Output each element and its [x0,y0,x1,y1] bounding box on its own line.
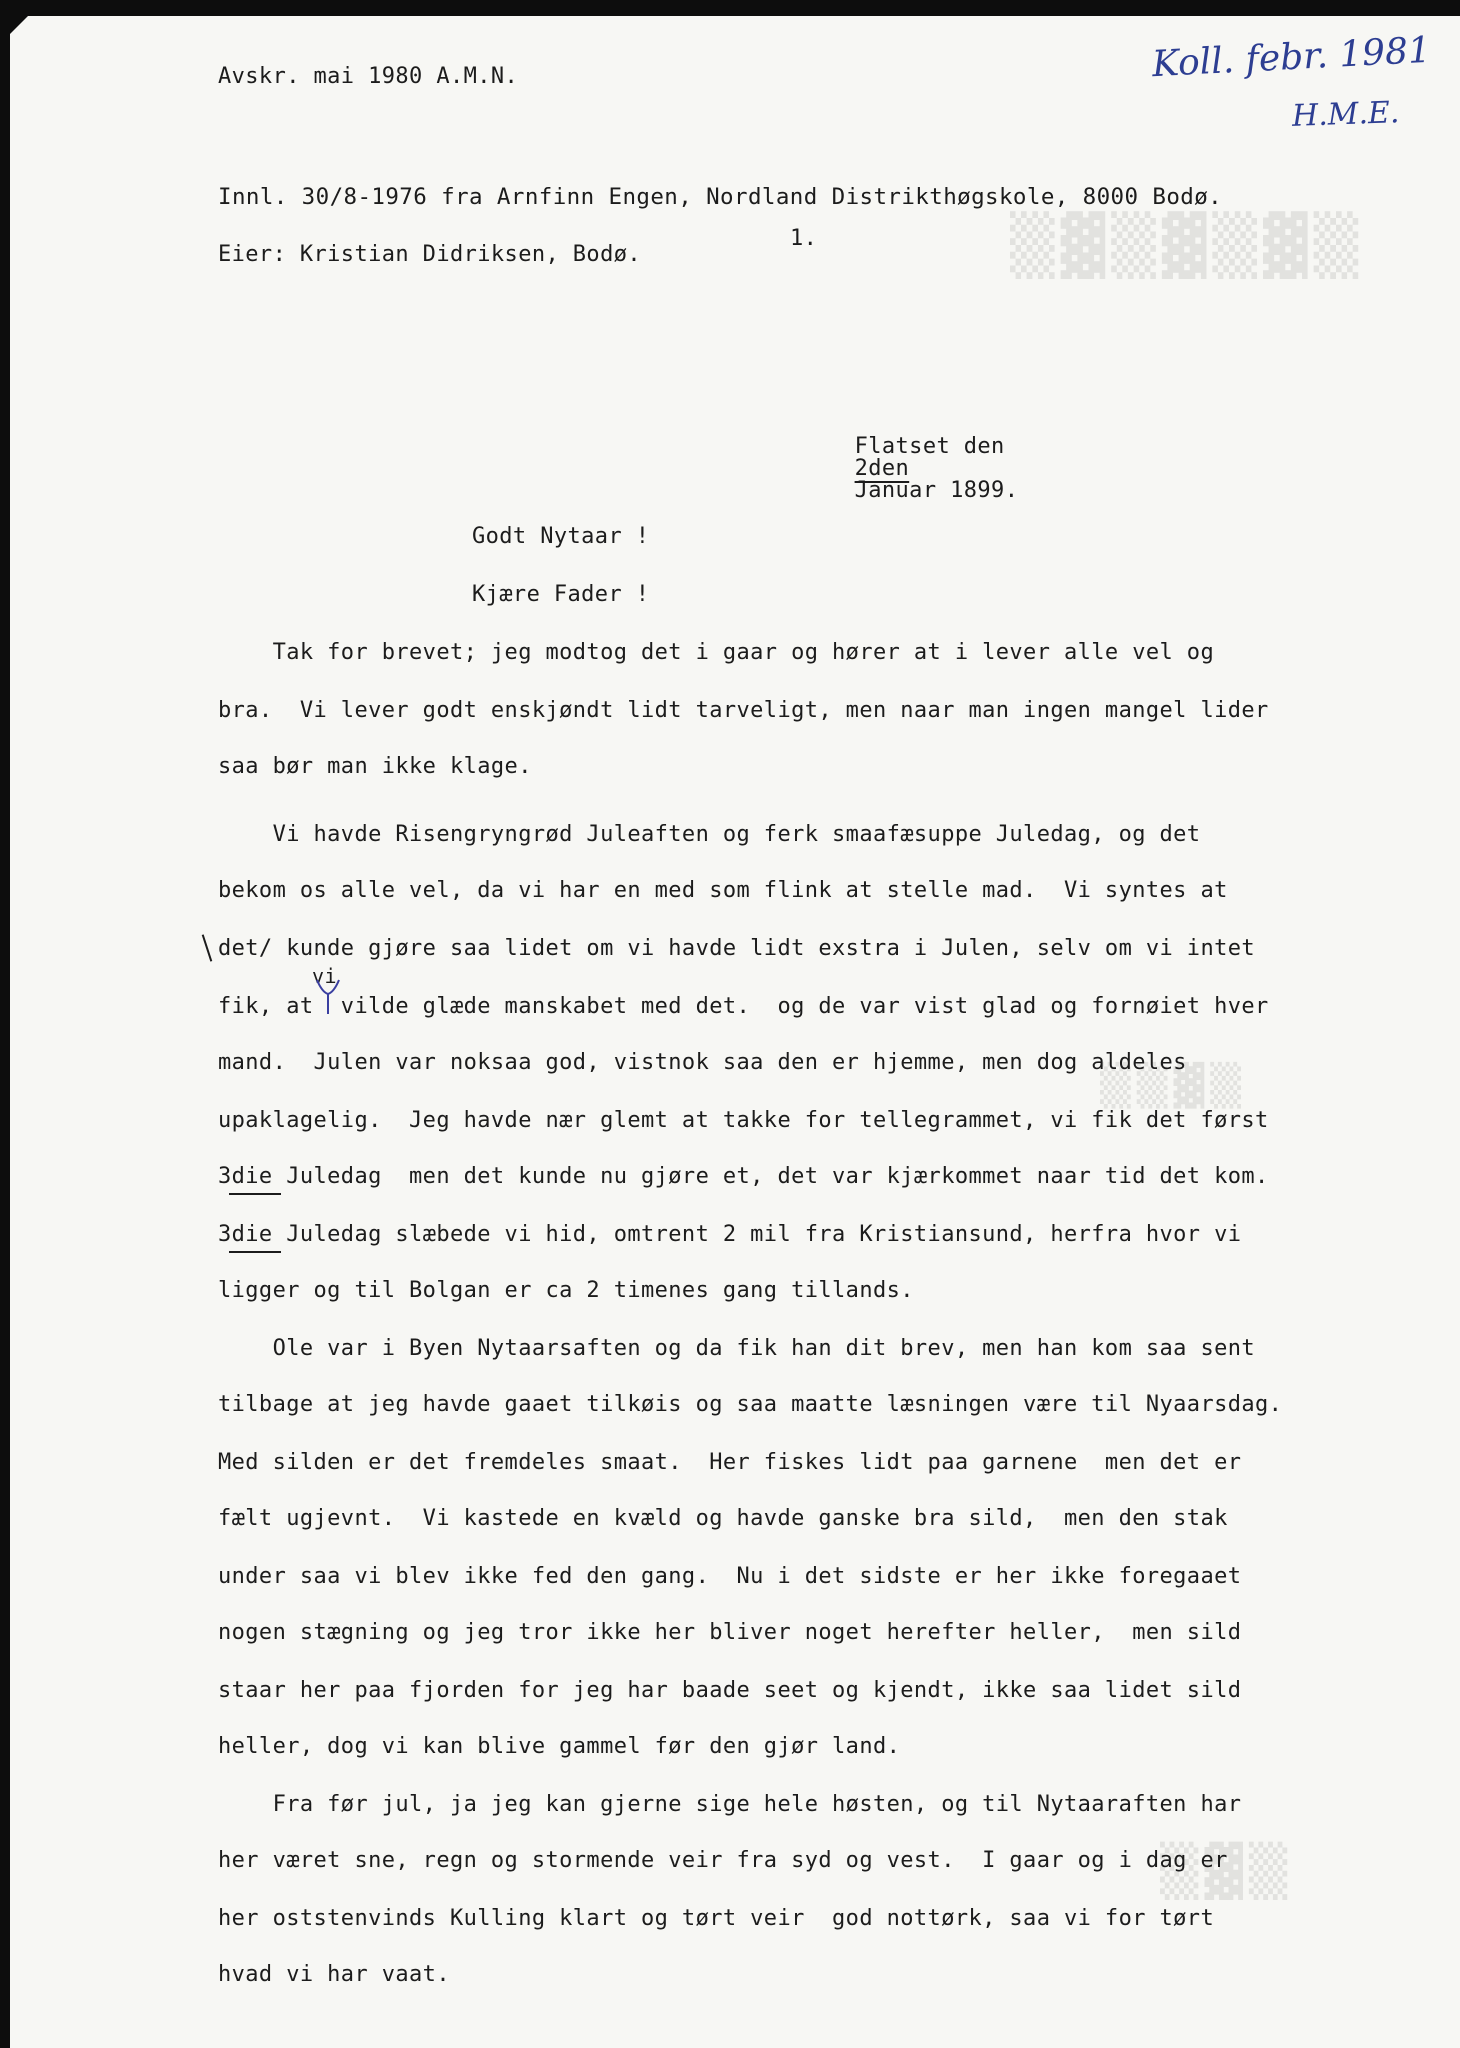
body-line: tilbage at jeg havde gaaet tilkøis og saa maatte læsningen være til Nyaarsdag. [218,1392,1283,1417]
body-line: Fra før jul, ja jeg kan gjerne sige hele høsten, og til Nytaaraften har [218,1792,1242,1817]
body-line: bekom os alle vel, da vi har en med som flink at stelle mad. Vi syntes at [218,878,1228,903]
scan-corner-shadow [10,16,28,34]
body-line: mand. Julen var noksaa god, vistnok saa den er hjemme, men dog aldeles [218,1050,1187,1075]
handwritten-archive-note: Koll. febr. 1981 [1151,29,1432,86]
body-line: Med silden er det fremdeles smaat. Her fiskes lidt paa garnene men det er [218,1450,1242,1475]
provenance-line: Innl. 30/8-1976 fra Arnfinn Engen, Nordland Distrikthøgskole, 8000 Bodø. [218,184,1223,210]
dateline [800,414,1018,524]
body-line: her været sne, regn og stormende veir fra syd og vest. I gaar og i dag er [218,1848,1228,1873]
greeting-salutation: Kjære Fader ! [472,582,650,607]
bleed-through-mark: ▒▓▒▓▒▓▒ [1010,211,1365,279]
body-line: her oststenvinds Kulling klart og tørt veir god nottørk, saa vi for tørt [218,1906,1215,1931]
body-line: staar her paa fjorden for jeg har baade seet og kjendt, ikke saa lidet sild [218,1678,1242,1703]
body-line: Ole var i Byen Nytaarsaften og da fik han dit brev, men han kom saa sent [218,1336,1256,1361]
body-line: bra. Vi lever godt enskjøndt lidt tarveligt, men naar man ingen mangel lider [218,698,1269,723]
transcription-note: Avskr. mai 1980 A.M.N. [218,64,519,89]
dateline-place: Flatset den [854,434,1005,459]
body-line: fælt ugjevnt. Vi kastede en kvæld og havde ganske bra sild, men den stak [218,1506,1228,1531]
body-line: upaklagelig. Jeg havde nær glemt at takke for tellegrammet, vi fik det først [218,1108,1269,1133]
body-line: ligger og til Bolgan er ca 2 timenes gang tillands. [218,1278,914,1303]
body-line: nogen stægning og jeg tror ikke her bliver noget herefter heller, men sild [218,1620,1242,1645]
bleed-through-mark: ▒▓▒ [1160,1842,1294,1900]
greeting-new-year: Godt Nytaar ! [472,524,650,549]
body-line: Tak for brevet; jeg modtog det i gaar og hører at i lever alle vel og [218,640,1215,665]
dateline-rest: Januar 1899. [854,478,1019,503]
underline-mark [229,1193,281,1195]
body-line: hvad vi har vaat. [218,1962,450,1987]
body-line: saa bør man ikke klage. [218,754,532,779]
body-line: 3die Juledag slæbede vi hid, omtrent 2 mil fra Kristiansund, herfra hvor vi [218,1222,1242,1247]
owner-line: Eier: Kristian Didriksen, Bodø. [218,242,641,267]
margin-bracket-mark [202,934,213,961]
bleed-through-mark: ▒▒▓▒ [1100,1063,1248,1109]
letter-page [10,16,1460,2048]
body-line: Vi havde Risengryngrød Juleaften og ferk smaafæsuppe Juledag, og det [218,822,1201,847]
insertion-caret [314,978,344,1016]
dateline-day: 2den [854,456,910,481]
body-line: fik, at vilde glæde manskabet med det. og de var vist glad og fornøiet hver [218,994,1269,1019]
body-line: det/ kunde gjøre saa lidet om vi havde lidt exstra i Julen, selv om vi intet [218,936,1256,961]
page-number: 1. [790,226,818,251]
body-line: 3die Juledag men det kunde nu gjøre et, det var kjærkommet naar tid det kom. [218,1164,1269,1189]
inserted-word: vi [312,964,337,988]
body-line: heller, dog vi kan blive gammel før den gjør land. [218,1734,901,1759]
handwritten-initials: H.M.E. [1291,95,1400,134]
body-line: under saa vi blev ikke fed den gang. Nu i det sidste er her ikke foregaaet [218,1564,1242,1589]
underline-mark [229,1251,281,1253]
